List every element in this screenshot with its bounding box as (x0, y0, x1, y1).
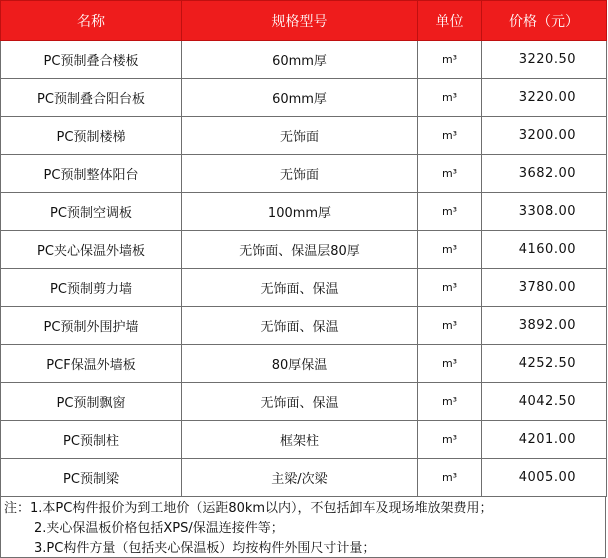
table-row (1, 117, 607, 155)
row-name: PC预制叠合楼板 (1, 41, 182, 79)
row-name: PC预制外围护墙 (1, 307, 182, 345)
note-line: 3.PC构件方量（包括夹心保温板）均按构件外围尺寸计量； (34, 541, 376, 556)
row-unit: m³ (418, 421, 482, 459)
row-spec: 无饰面、保温 (182, 307, 418, 345)
row-price: 3200.00 (482, 117, 607, 155)
row-price: 3220.00 (482, 79, 607, 117)
table-row (1, 269, 607, 307)
row-price: 4005.00 (482, 459, 607, 497)
row-name: PC预制楼梯 (1, 117, 182, 155)
table-row (1, 155, 607, 193)
note-line: 2.夹心保温板价格包括XPS/保温连接件等； (34, 521, 284, 536)
row-name: PC预制柱 (1, 421, 182, 459)
row-unit: m³ (418, 155, 482, 193)
row-name: PC预制空调板 (1, 193, 182, 231)
table-row (1, 307, 607, 345)
header-unit: 单位 (418, 1, 482, 41)
row-price: 4042.50 (482, 383, 607, 421)
row-name: PC预制整体阳台 (1, 155, 182, 193)
row-unit: m³ (418, 345, 482, 383)
notes-block (0, 497, 606, 558)
table-row (1, 421, 607, 459)
row-spec: 60mm厚 (182, 41, 418, 79)
row-unit: m³ (418, 117, 482, 155)
table-row (1, 79, 607, 117)
row-unit: m³ (418, 41, 482, 79)
row-unit: m³ (418, 79, 482, 117)
header-name: 名称 (1, 1, 182, 41)
table-row (1, 193, 607, 231)
header-spec: 规格型号 (182, 1, 418, 41)
row-spec: 无饰面、保温 (182, 269, 418, 307)
row-name: PC预制梁 (1, 459, 182, 497)
table-row (1, 345, 607, 383)
row-unit: m³ (418, 193, 482, 231)
header-row (1, 1, 607, 41)
row-spec: 80厚保温 (182, 345, 418, 383)
row-unit: m³ (418, 383, 482, 421)
table-row (1, 383, 607, 421)
row-price: 3220.50 (482, 41, 607, 79)
table-row (1, 41, 607, 79)
row-unit: m³ (418, 269, 482, 307)
row-unit: m³ (418, 459, 482, 497)
row-unit: m³ (418, 307, 482, 345)
row-spec: 无饰面、保温层80厚 (182, 231, 418, 269)
row-spec: 无饰面、保温 (182, 383, 418, 421)
row-spec: 无饰面 (182, 117, 418, 155)
row-spec: 无饰面 (182, 155, 418, 193)
row-price: 3682.00 (482, 155, 607, 193)
row-spec: 100mm厚 (182, 193, 418, 231)
row-name: PC预制叠合阳台板 (1, 79, 182, 117)
row-price: 4160.00 (482, 231, 607, 269)
row-price: 3308.00 (482, 193, 607, 231)
table-row (1, 231, 607, 269)
row-spec: 框架柱 (182, 421, 418, 459)
note-line: 注：1.本PC构件报价为到工地价（运距80km以内），不包括卸车及现场堆放架费用； (4, 501, 493, 516)
row-price: 3780.00 (482, 269, 607, 307)
row-name: PC预制飘窗 (1, 383, 182, 421)
row-unit: m³ (418, 231, 482, 269)
row-name: PCF保温外墙板 (1, 345, 182, 383)
row-price: 4201.00 (482, 421, 607, 459)
row-spec: 主梁/次梁 (182, 459, 418, 497)
row-name: PC预制剪力墙 (1, 269, 182, 307)
row-price: 4252.50 (482, 345, 607, 383)
row-price: 3892.00 (482, 307, 607, 345)
header-price: 价格（元） (482, 1, 607, 41)
row-spec: 60mm厚 (182, 79, 418, 117)
row-name: PC夹心保温外墙板 (1, 231, 182, 269)
table-row (1, 459, 607, 497)
